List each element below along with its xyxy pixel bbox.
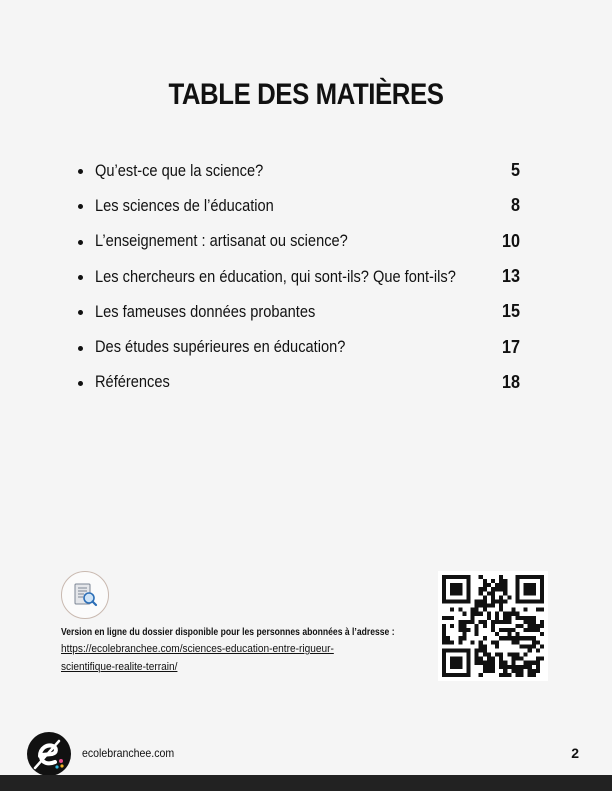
toc-item-page: 15 <box>501 301 520 322</box>
online-version-link[interactable]: https://ecolebranchee.com/sciences-education-entre-rigueur- <box>61 643 334 655</box>
bullet-icon <box>78 346 83 351</box>
toc-item[interactable] <box>78 294 520 329</box>
toc-item-label: Références <box>95 372 170 392</box>
document-search-icon <box>61 571 109 619</box>
bullet-icon <box>78 275 83 280</box>
toc-item[interactable] <box>78 224 520 259</box>
toc-item-label: Les sciences de l’éducation <box>95 195 274 215</box>
ecole-branchee-logo-icon <box>26 731 72 777</box>
toc-item-label: Les fameuses données probantes <box>95 301 316 321</box>
bullet-icon <box>78 204 83 209</box>
toc-item[interactable] <box>78 329 520 364</box>
qr-code[interactable] <box>438 571 548 681</box>
table-of-contents <box>78 153 520 400</box>
footer-website[interactable]: ecolebranchee.com <box>82 746 175 760</box>
footer-bar <box>0 775 612 791</box>
bullet-icon <box>78 240 83 245</box>
page-number: 2 <box>571 745 579 761</box>
toc-item[interactable] <box>78 259 520 294</box>
online-version-link-continued[interactable]: scientifique-realite-terrain/ <box>61 661 178 673</box>
toc-item[interactable] <box>78 188 520 223</box>
bullet-icon <box>78 169 83 174</box>
toc-item-label: Qu’est-ce que la science? <box>95 160 264 180</box>
online-version-note: Version en ligne du dossier disponible pour les personnes abonnées à l’adresse : <box>61 627 395 638</box>
toc-item-label: Des études supérieures en éducation? <box>95 337 346 357</box>
bullet-icon <box>78 381 83 386</box>
toc-item-label: Les chercheurs en éducation, qui sont-ils? Que font-ils? <box>95 266 456 286</box>
toc-item-page: 5 <box>510 160 520 181</box>
page-title: TABLE DES MATIÈRES <box>168 78 444 111</box>
toc-item-page: 13 <box>501 266 520 287</box>
toc-item-page: 18 <box>501 371 520 392</box>
toc-item[interactable] <box>78 153 520 188</box>
bullet-icon <box>78 310 83 315</box>
toc-item-label: L’enseignement : artisanat ou science? <box>95 231 348 251</box>
toc-item-page: 8 <box>510 195 520 216</box>
toc-item-page: 17 <box>501 336 520 357</box>
toc-item[interactable] <box>78 365 520 400</box>
toc-item-page: 10 <box>501 230 520 251</box>
